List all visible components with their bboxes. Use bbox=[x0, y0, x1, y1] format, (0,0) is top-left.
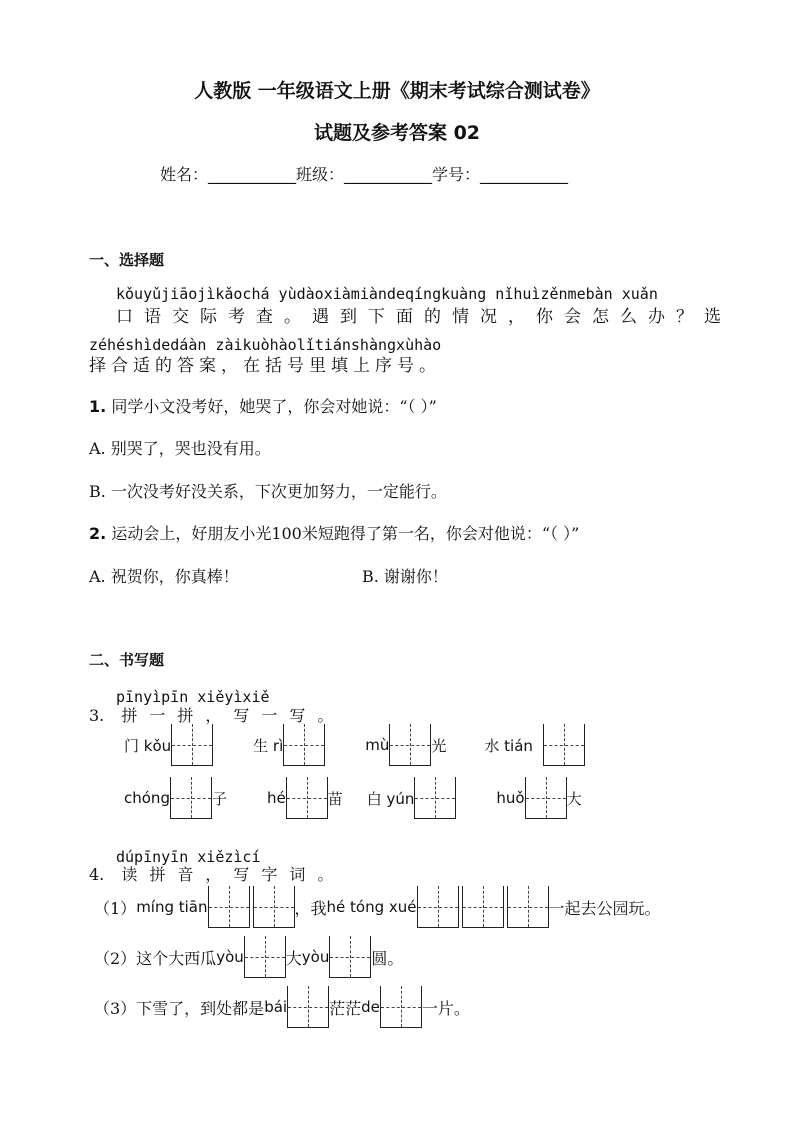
prompt-text: hé tóng xué bbox=[326, 898, 417, 916]
writing-grid[interactable] bbox=[329, 936, 371, 978]
grid-cell[interactable] bbox=[417, 886, 459, 928]
sentence-text: 一起去公园玩。 bbox=[548, 898, 661, 918]
grid-cell[interactable] bbox=[286, 777, 328, 819]
pinyin-line: zéhéshìdedáàn zàikuòhàolǐtiánshàngxùhào bbox=[89, 336, 442, 354]
writing-grid[interactable] bbox=[389, 724, 431, 766]
writing-grid[interactable] bbox=[208, 886, 295, 928]
writing-grid[interactable] bbox=[287, 986, 329, 1028]
prompt-text: yòu bbox=[216, 948, 244, 966]
sentence-label: （1） bbox=[94, 898, 137, 918]
student-info-line: 姓名：___________班级：___________学号：___________ bbox=[160, 165, 569, 184]
pinyin-line: pīnyìpīn xiěyìxiě bbox=[116, 688, 270, 706]
prompt-text: chóng bbox=[124, 789, 170, 807]
grid-cell[interactable] bbox=[380, 986, 422, 1028]
question-text: 同学小文没考好，她哭了，你会对她说：“（ ）” bbox=[111, 397, 437, 416]
pinyin-line: dúpīnyīn xiězìcí bbox=[116, 848, 261, 866]
option-b: B. 谢谢你！ bbox=[362, 567, 448, 586]
prompt-text: 水 tián bbox=[484, 736, 533, 755]
section-heading-choice: 一、选择题 bbox=[89, 251, 165, 269]
option-a: A. 别哭了，哭也没有用。 bbox=[89, 439, 271, 458]
grid-cell[interactable] bbox=[253, 886, 295, 928]
sentence-label: （2）这个大西瓜 bbox=[94, 948, 217, 968]
tianzige-row-1 bbox=[124, 724, 585, 766]
sentence-text: 茫茫 bbox=[329, 998, 362, 1018]
prompt-text: 光 bbox=[431, 736, 447, 755]
writing-grid[interactable] bbox=[244, 936, 286, 978]
page-title: 人教版 一年级语文上册《期末考试综合测试卷》 bbox=[194, 80, 600, 102]
prompt-text: mù bbox=[365, 736, 390, 754]
question-number: 3. bbox=[89, 706, 105, 725]
prompt-text: de bbox=[361, 998, 380, 1016]
prompt-text: yòu bbox=[301, 948, 330, 966]
grid-cell[interactable] bbox=[462, 886, 504, 928]
instruction-line: 口语交际考查。遇到下面的情况，你会怎么办？选 bbox=[116, 307, 732, 327]
prompt-text: 白 yún bbox=[366, 789, 415, 808]
question-number: 4. bbox=[89, 865, 105, 884]
question-text: 拼一拼，写一写。 bbox=[121, 706, 346, 725]
option-b: B. 一次没考好没关系，下次更加努力，一定能行。 bbox=[89, 482, 447, 501]
grid-cell[interactable] bbox=[507, 886, 549, 928]
question-2 bbox=[89, 521, 579, 544]
question-number: 2. bbox=[89, 524, 107, 543]
q4-sentence-2 bbox=[94, 936, 403, 978]
pinyin-line: kǒuyǔjiāojìkǎochá yùdàoxiàmiàndeqíngkuàng nǐhuìzěnmebàn xuǎn bbox=[116, 285, 658, 303]
sentence-text: 大 bbox=[285, 948, 302, 968]
tianzige-row-2 bbox=[124, 777, 582, 819]
prompt-text: míng tiān bbox=[136, 898, 208, 916]
grid-cell[interactable] bbox=[414, 777, 456, 819]
writing-grid[interactable] bbox=[283, 724, 325, 766]
section-heading-writing: 二、书写题 bbox=[89, 651, 165, 669]
grid-cell[interactable] bbox=[171, 724, 213, 766]
sentence-label: （3）下雪了，到处都是 bbox=[94, 998, 265, 1018]
prompt-text: hé bbox=[266, 789, 286, 807]
grid-cell[interactable] bbox=[283, 724, 325, 766]
sentence-text: 圆。 bbox=[371, 948, 404, 968]
writing-grid[interactable] bbox=[286, 777, 328, 819]
grid-cell[interactable] bbox=[208, 886, 250, 928]
grid-cell[interactable] bbox=[287, 986, 329, 1028]
grid-cell[interactable] bbox=[525, 777, 567, 819]
question-text: 运动会上，好朋友小光100米短跑得了第一名，你会对他说：“（ ）” bbox=[111, 524, 580, 543]
grid-cell[interactable] bbox=[244, 936, 286, 978]
prompt-text: bái bbox=[264, 998, 288, 1016]
prompt-text: 苗 bbox=[327, 789, 343, 808]
question-1 bbox=[89, 394, 437, 417]
q4-sentence-3 bbox=[94, 986, 470, 1028]
sentence-text: 一片。 bbox=[421, 998, 470, 1018]
writing-grid[interactable] bbox=[380, 986, 422, 1028]
prompt-text: 生 rì bbox=[253, 736, 284, 755]
writing-grid[interactable] bbox=[543, 724, 585, 766]
grid-cell[interactable] bbox=[543, 724, 585, 766]
prompt-text: 大 bbox=[566, 789, 582, 808]
prompt-text: huǒ bbox=[496, 789, 525, 807]
writing-grid[interactable] bbox=[414, 777, 456, 819]
q4-sentence-1 bbox=[94, 886, 661, 928]
prompt-text: 子 bbox=[211, 789, 227, 808]
sentence-text: ，我 bbox=[294, 898, 327, 918]
option-a: A. 祝贺你，你真棒！ bbox=[89, 567, 239, 586]
writing-grid[interactable] bbox=[170, 777, 212, 819]
grid-cell[interactable] bbox=[170, 777, 212, 819]
prompt-text: 门 kǒu bbox=[124, 736, 172, 755]
grid-cell[interactable] bbox=[389, 724, 431, 766]
question-number: 1. bbox=[89, 397, 107, 416]
question-4 bbox=[89, 862, 345, 885]
page-subtitle: 试题及参考答案 02 bbox=[313, 122, 481, 144]
writing-grid[interactable] bbox=[525, 777, 567, 819]
grid-cell[interactable] bbox=[329, 936, 371, 978]
writing-grid[interactable] bbox=[171, 724, 213, 766]
instruction-line: 择合适的答案，在括号里填上序号。 bbox=[89, 356, 441, 376]
writing-grid[interactable] bbox=[417, 886, 549, 928]
question-3 bbox=[89, 703, 345, 726]
question-text: 读拼音，写字词。 bbox=[121, 865, 346, 884]
